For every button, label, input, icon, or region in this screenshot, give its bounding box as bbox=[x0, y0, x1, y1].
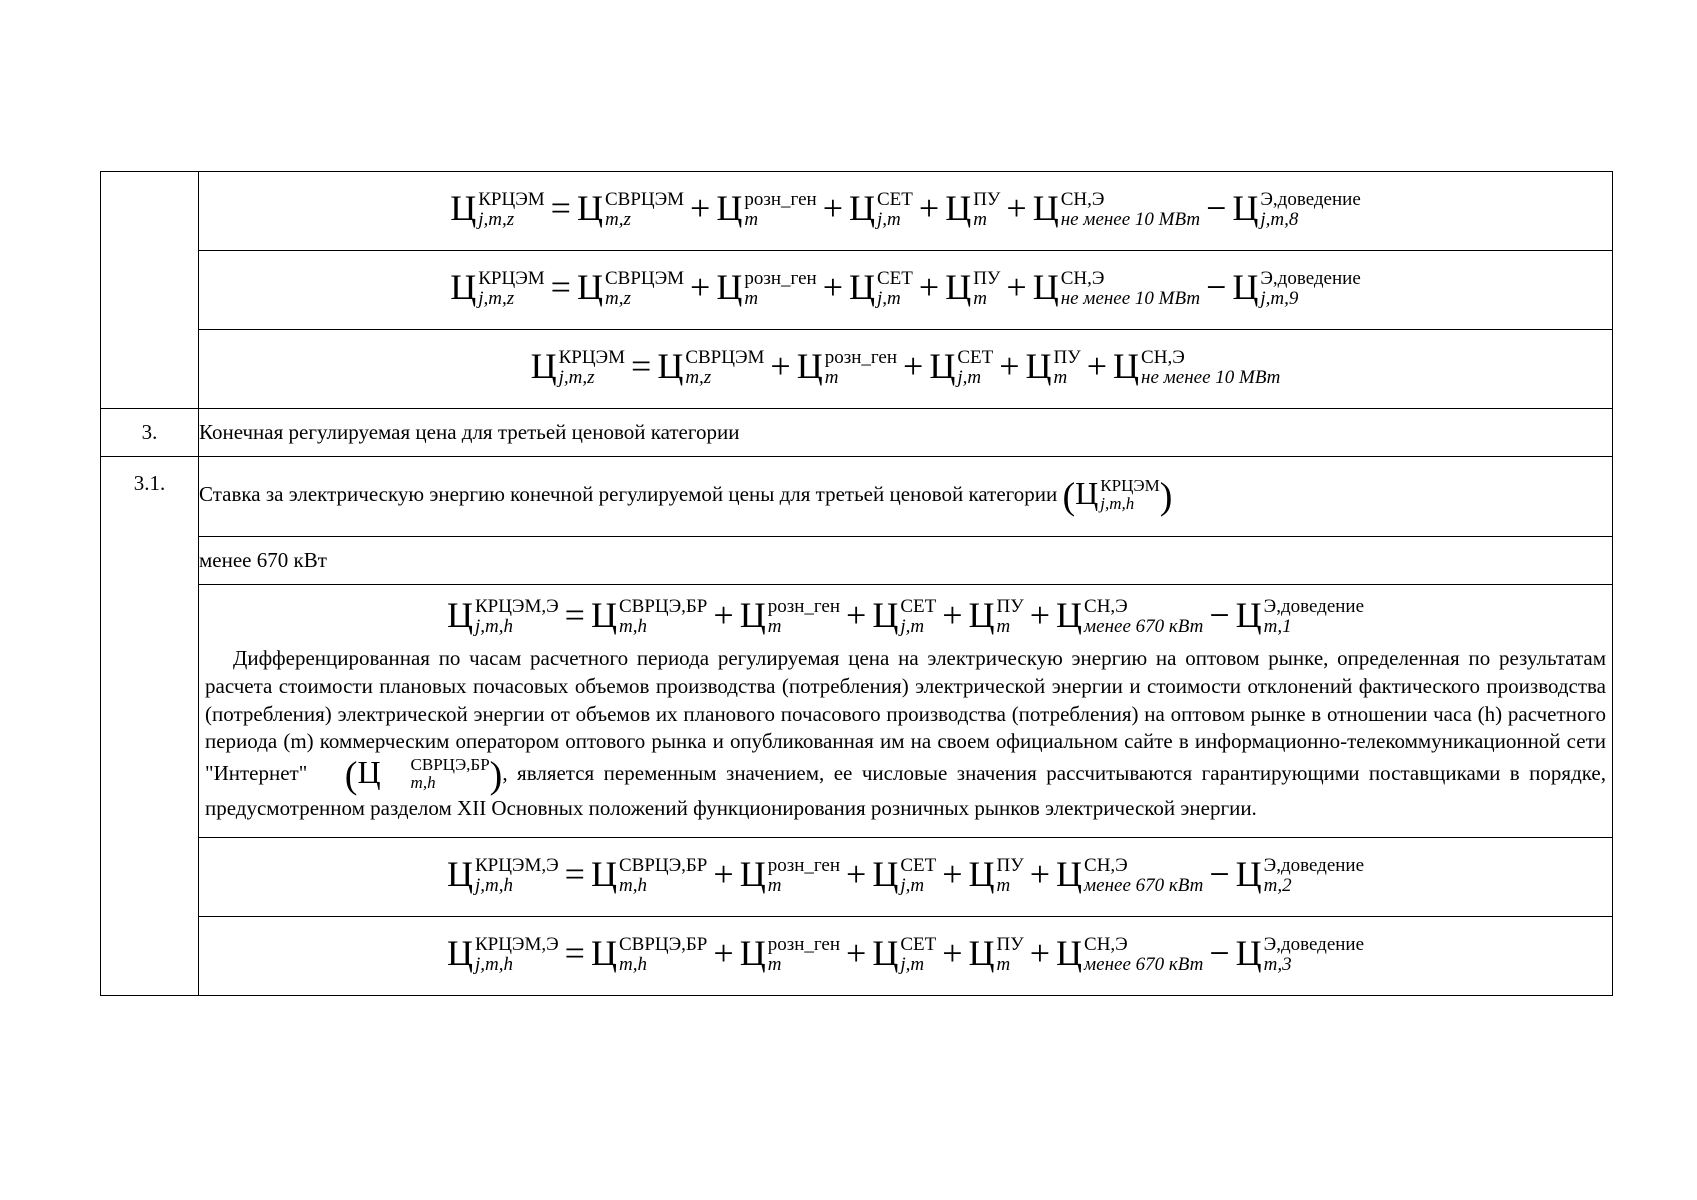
formula-base: Ц bbox=[530, 346, 557, 387]
subscript: m bbox=[1053, 366, 1068, 388]
formula-f5 bbox=[447, 856, 1364, 898]
formula-base: Ц bbox=[450, 267, 477, 308]
formula-base: Ц bbox=[657, 346, 684, 387]
plus-sign: + bbox=[713, 854, 734, 895]
formula-term bbox=[1232, 190, 1360, 232]
subscript: j,m bbox=[900, 953, 925, 975]
formula-base: Ц bbox=[739, 595, 766, 635]
subscript: j,m,9 bbox=[1260, 287, 1299, 309]
formula-base: Ц bbox=[590, 595, 617, 635]
superscript: розн_ген bbox=[824, 346, 898, 368]
subscript: j,m,z bbox=[478, 208, 515, 230]
formula-term bbox=[450, 190, 544, 232]
plus-sign: + bbox=[822, 267, 843, 308]
superscript: СВРЦЭ,БР bbox=[618, 595, 708, 617]
superscript: СВРЦЭМ bbox=[604, 267, 685, 289]
formula-term bbox=[740, 597, 840, 639]
plus-sign: + bbox=[846, 854, 867, 895]
formula-term bbox=[591, 935, 707, 977]
plus-sign: + bbox=[690, 188, 711, 229]
superscript: ПУ bbox=[996, 854, 1024, 876]
table-row bbox=[101, 457, 1613, 537]
formula-base: Ц bbox=[796, 346, 823, 387]
equals-sign: = bbox=[550, 188, 571, 229]
formula-base: Ц bbox=[1032, 267, 1059, 308]
subscript: j,m,z bbox=[478, 287, 515, 309]
subscript: j,m,h bbox=[474, 615, 513, 637]
subscript: m,1 bbox=[1263, 615, 1292, 637]
category-label: менее 670 кВт bbox=[199, 537, 1613, 585]
paragraph-text: Дифференцированная по часам расчетного периода регулируемая цена на электрическую энергию на оптовом рынке, определенная по результатам расчета стоимости плановых почасовых объемов производства (потребления) электрической энергии и стоимости отклонений фактического производства (потребления) электрической энергии от объемов их планового почасового производства (потребления) на оптовом рынке в отношении часа (h) расчетного периода (m) коммерческим оператором оптового рынка и опубликованная им на своем официальном сайте в информационно-телекоммуникационной сети "Интернет" bbox=[205, 645, 1606, 786]
superscript: КРЦЭМ bbox=[1100, 475, 1160, 495]
superscript: СВРЦЭ,БР bbox=[410, 755, 490, 775]
formula-base: Ц bbox=[1032, 188, 1059, 229]
plus-sign: + bbox=[770, 346, 791, 387]
subscript: j,m bbox=[957, 366, 982, 388]
formula-base: Ц bbox=[945, 188, 972, 229]
formula-term bbox=[1033, 190, 1200, 232]
subscript: m,3 bbox=[1263, 953, 1292, 975]
right-paren: ) bbox=[489, 755, 503, 798]
superscript: СН,Э bbox=[1060, 267, 1105, 289]
section-number: 3.1. bbox=[101, 457, 199, 996]
superscript: СЕТ bbox=[900, 854, 937, 876]
formula-base: Ц bbox=[872, 933, 899, 974]
formula-base: Ц bbox=[1056, 854, 1083, 895]
superscript: розн_ген bbox=[767, 854, 841, 876]
formula-term bbox=[1232, 269, 1360, 311]
superscript: ПУ bbox=[996, 595, 1024, 617]
formula-base: Ц bbox=[968, 595, 995, 635]
superscript: розн_ген bbox=[767, 933, 841, 955]
formula-term bbox=[716, 190, 816, 232]
superscript: Э,доведение bbox=[1263, 595, 1365, 617]
superscript: ПУ bbox=[996, 933, 1024, 955]
subscript: m,z bbox=[604, 287, 631, 309]
formula-base: Ц bbox=[1232, 267, 1259, 308]
formula-f2 bbox=[450, 269, 1361, 311]
superscript: СН,Э bbox=[1084, 595, 1128, 617]
formula-base: Ц bbox=[1235, 595, 1262, 635]
subscript: j,m,z bbox=[558, 366, 595, 388]
formula-term bbox=[657, 348, 764, 390]
subscript: m,h bbox=[618, 874, 647, 896]
table-row bbox=[101, 330, 1613, 409]
formula-term bbox=[849, 269, 913, 311]
subscript: j,m,h bbox=[474, 874, 513, 896]
formula-term bbox=[872, 597, 936, 639]
superscript: СВРЦЭМ bbox=[604, 188, 685, 210]
section-description bbox=[199, 457, 1613, 537]
superscript: СЕТ bbox=[900, 933, 937, 955]
superscript: КРЦЭМ bbox=[478, 267, 545, 289]
plus-sign: + bbox=[942, 854, 963, 895]
formula-term bbox=[1236, 935, 1364, 977]
inline-formula bbox=[317, 754, 503, 798]
formula-base: Ц bbox=[1075, 475, 1099, 512]
formula-base: Ц bbox=[739, 933, 766, 974]
formula-base: Ц bbox=[872, 854, 899, 895]
formula-base: Ц bbox=[576, 188, 603, 229]
subscript: m,h bbox=[618, 953, 647, 975]
formula-f1 bbox=[450, 190, 1361, 232]
inline-formula bbox=[1063, 477, 1173, 516]
document-page bbox=[100, 171, 1613, 996]
subscript: m bbox=[824, 366, 839, 388]
subscript: m bbox=[996, 953, 1011, 975]
plus-sign: + bbox=[822, 188, 843, 229]
table-row bbox=[101, 409, 1613, 457]
formula-base: Ц bbox=[716, 267, 743, 308]
formula-term bbox=[591, 597, 707, 639]
subscript: m,h bbox=[618, 615, 647, 637]
subscript: менее 670 кВт bbox=[1084, 874, 1204, 896]
minus-sign: − bbox=[1206, 267, 1227, 308]
formula-term bbox=[797, 348, 897, 390]
subscript: m bbox=[767, 874, 782, 896]
superscript: КРЦЭМ,Э bbox=[474, 595, 559, 617]
formula-term bbox=[849, 190, 913, 232]
table-row bbox=[101, 585, 1613, 838]
subscript: j,m bbox=[877, 208, 901, 230]
formula-term bbox=[577, 190, 684, 232]
superscript: КРЦЭМ,Э bbox=[474, 933, 559, 955]
explanatory-paragraph bbox=[199, 645, 1612, 837]
formula-base: Ц bbox=[929, 346, 956, 387]
superscript: СЕТ bbox=[877, 267, 913, 289]
formula-term bbox=[1056, 935, 1203, 977]
minus-sign: − bbox=[1209, 854, 1230, 895]
left-paren: ( bbox=[344, 755, 358, 798]
plus-sign: + bbox=[918, 188, 940, 229]
formula-term bbox=[1056, 856, 1203, 898]
formula-f3 bbox=[531, 348, 1281, 390]
subscript: m bbox=[744, 208, 759, 230]
superscript: ПУ bbox=[973, 188, 1001, 210]
plus-sign: + bbox=[846, 595, 867, 635]
subscript: m,h bbox=[410, 773, 436, 793]
formula-term bbox=[716, 269, 816, 311]
subscript: j,m,h bbox=[474, 953, 513, 975]
formula-term bbox=[1236, 856, 1364, 898]
formula-f4 bbox=[447, 597, 1364, 639]
superscript: КРЦЭМ bbox=[558, 346, 625, 368]
plus-sign: + bbox=[942, 933, 963, 974]
superscript: СВРЦЭМ bbox=[685, 346, 765, 368]
superscript: СЕТ bbox=[877, 188, 913, 210]
formula-base: Ц bbox=[1113, 346, 1140, 387]
formula-cell bbox=[199, 172, 1613, 251]
table-row bbox=[101, 537, 1613, 585]
minus-sign: − bbox=[1209, 933, 1230, 974]
section-description-text: Ставка за электрическую энергию конечной регулируемой цены для третьей ценовой категории bbox=[199, 482, 1058, 507]
superscript: СН,Э bbox=[1084, 933, 1128, 955]
subscript: m bbox=[973, 208, 987, 230]
formula-term bbox=[872, 935, 936, 977]
formula-base: Ц bbox=[1056, 595, 1083, 635]
subscript: m bbox=[973, 287, 987, 309]
formula-paragraph-cell bbox=[199, 585, 1613, 838]
formula-base: Ц bbox=[446, 933, 473, 974]
minus-sign: − bbox=[1206, 188, 1227, 229]
subscript: m bbox=[996, 615, 1011, 637]
subscript: m bbox=[767, 615, 782, 637]
subscript: m bbox=[744, 287, 759, 309]
subscript: не менее 10 МВт bbox=[1060, 287, 1201, 309]
empty-number-cell bbox=[101, 172, 199, 409]
superscript: ПУ bbox=[1053, 346, 1081, 368]
superscript: СЕТ bbox=[957, 346, 994, 368]
subscript: менее 670 кВт bbox=[1084, 615, 1204, 637]
formula-base: Ц bbox=[739, 854, 766, 895]
superscript: СН,Э bbox=[1060, 188, 1105, 210]
formula-cell bbox=[199, 916, 1613, 995]
formula-term bbox=[1033, 269, 1200, 311]
superscript: Э,доведение bbox=[1263, 854, 1365, 876]
subscript: не менее 10 МВт bbox=[1141, 366, 1281, 388]
formula-term bbox=[447, 856, 559, 898]
superscript: розн_ген bbox=[767, 595, 841, 617]
formula-base: Ц bbox=[968, 854, 995, 895]
superscript: СН,Э bbox=[1084, 854, 1128, 876]
formula-term bbox=[945, 190, 1000, 232]
subscript: менее 670 кВт bbox=[1084, 953, 1204, 975]
formula-term bbox=[450, 269, 544, 311]
plus-sign: + bbox=[942, 595, 963, 635]
superscript: КРЦЭМ,Э bbox=[474, 854, 559, 876]
equals-sign: = bbox=[631, 346, 652, 387]
superscript: СВРЦЭ,БР bbox=[618, 933, 708, 955]
plus-sign: + bbox=[1029, 854, 1051, 895]
plus-sign: + bbox=[1006, 188, 1027, 229]
plus-sign: + bbox=[1006, 267, 1027, 308]
plus-sign: + bbox=[846, 933, 867, 974]
superscript: КРЦЭМ bbox=[478, 188, 545, 210]
formula-base: Ц bbox=[1056, 933, 1083, 974]
formula-term bbox=[740, 856, 840, 898]
formula-term bbox=[969, 935, 1024, 977]
left-paren: ( bbox=[1062, 475, 1076, 518]
section-number: 3. bbox=[101, 409, 199, 457]
subscript: m bbox=[767, 953, 782, 975]
formula-term bbox=[740, 935, 840, 977]
superscript: СВРЦЭ,БР bbox=[618, 854, 708, 876]
plus-sign: + bbox=[1086, 346, 1108, 387]
plus-sign: + bbox=[1029, 933, 1051, 974]
section-title: Конечная регулируемая цена для третьей ценовой категории bbox=[199, 409, 1613, 457]
formula-term bbox=[447, 935, 559, 977]
formula-term bbox=[969, 597, 1024, 639]
formula-base: Ц bbox=[590, 854, 617, 895]
superscript: Э,доведение bbox=[1260, 188, 1361, 210]
table-row bbox=[101, 172, 1613, 251]
formula-cell bbox=[199, 251, 1613, 330]
formula-term bbox=[577, 269, 684, 311]
formula-term bbox=[447, 597, 559, 639]
superscript: розн_ген bbox=[744, 267, 817, 289]
formula-term bbox=[929, 348, 993, 390]
formula-base: Ц bbox=[1235, 854, 1262, 895]
superscript: Э,доведение bbox=[1260, 267, 1361, 289]
formula-cell bbox=[199, 837, 1613, 916]
formula-base: Ц bbox=[849, 188, 875, 229]
formula-term bbox=[1113, 348, 1280, 390]
formula-base: Ц bbox=[716, 188, 743, 229]
plus-sign: + bbox=[918, 267, 940, 308]
equals-sign: = bbox=[564, 595, 585, 635]
table-row bbox=[101, 837, 1613, 916]
plus-sign: + bbox=[690, 267, 711, 308]
equals-sign: = bbox=[550, 267, 571, 308]
minus-sign: − bbox=[1209, 595, 1230, 635]
formula-base: Ц bbox=[1232, 188, 1259, 229]
formula-base: Ц bbox=[450, 188, 477, 229]
superscript: ПУ bbox=[973, 267, 1001, 289]
formula-term bbox=[1026, 348, 1081, 390]
formula-term bbox=[531, 348, 625, 390]
formula-term bbox=[591, 856, 707, 898]
subscript: m bbox=[996, 874, 1011, 896]
plus-sign: + bbox=[903, 346, 924, 387]
subscript: j,m bbox=[900, 615, 925, 637]
subscript: не менее 10 МВт bbox=[1060, 208, 1201, 230]
equals-sign: = bbox=[564, 854, 585, 895]
table-row bbox=[101, 916, 1613, 995]
plus-sign: + bbox=[999, 346, 1020, 387]
formula-base: Ц bbox=[590, 933, 617, 974]
formula-base: Ц bbox=[945, 267, 972, 308]
subscript: j,m bbox=[900, 874, 925, 896]
formula-f6 bbox=[447, 935, 1364, 977]
subscript: m,z bbox=[685, 366, 712, 388]
table-row bbox=[101, 251, 1613, 330]
formula-term bbox=[969, 856, 1024, 898]
formula-base: Ц bbox=[1025, 346, 1052, 387]
plus-sign: + bbox=[1029, 595, 1051, 635]
formula-term bbox=[1056, 597, 1203, 639]
superscript: СН,Э bbox=[1141, 346, 1185, 368]
subscript: j,m,h bbox=[1100, 493, 1135, 513]
price-formula-table bbox=[100, 171, 1613, 996]
formula-base: Ц bbox=[357, 754, 381, 791]
formula-base: Ц bbox=[1235, 933, 1262, 974]
superscript: Э,доведение bbox=[1263, 933, 1365, 955]
formula-base: Ц bbox=[576, 267, 603, 308]
formula-base: Ц bbox=[849, 267, 875, 308]
formula-cell bbox=[199, 330, 1613, 409]
subscript: j,m bbox=[877, 287, 901, 309]
plus-sign: + bbox=[713, 933, 734, 974]
formula-term bbox=[872, 856, 936, 898]
subscript: m,2 bbox=[1263, 874, 1292, 896]
plus-sign: + bbox=[713, 595, 734, 635]
formula-term bbox=[1236, 597, 1364, 639]
formula-term bbox=[945, 269, 1000, 311]
formula-base: Ц bbox=[446, 854, 473, 895]
superscript: СЕТ bbox=[900, 595, 937, 617]
paragraph-text-continued: , является переменным значением, ее числовые значения рассчитываются гарантирующими поставщиками в порядке, предусмотренном разделом XII Основных положений функционирования розничных рынков электрической энергии. bbox=[205, 761, 1607, 821]
formula-base: Ц bbox=[872, 595, 899, 635]
superscript: розн_ген bbox=[744, 188, 817, 210]
formula-base: Ц bbox=[446, 595, 473, 635]
right-paren: ) bbox=[1159, 475, 1173, 518]
formula-base: Ц bbox=[968, 933, 995, 974]
equals-sign: = bbox=[564, 933, 585, 974]
subscript: m,z bbox=[604, 208, 631, 230]
subscript: j,m,8 bbox=[1260, 208, 1299, 230]
